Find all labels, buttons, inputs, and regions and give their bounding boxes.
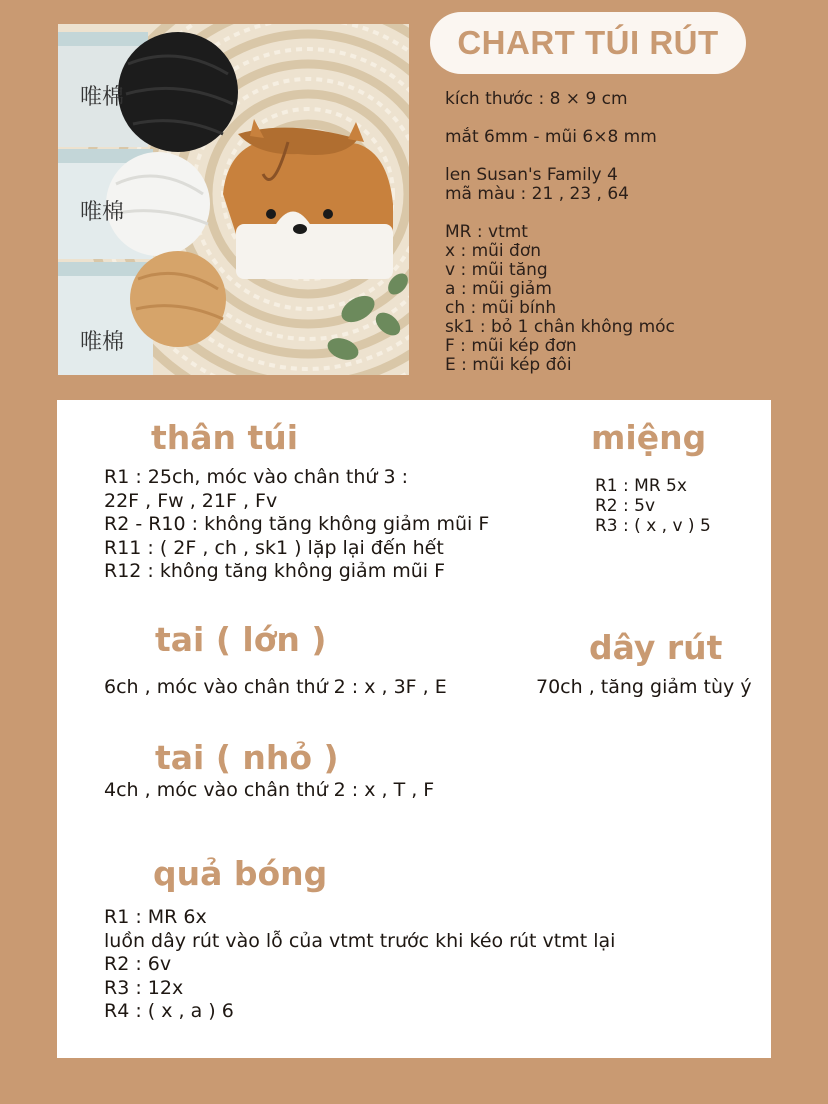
section-body-tai-nho: [104, 779, 434, 803]
section-body-qua-bong: [104, 906, 615, 1024]
instructions-card: [57, 400, 771, 1058]
instruction-line: R3 : 12x: [104, 976, 184, 999]
section-title-than-tui: thân túi: [151, 418, 299, 457]
instruction-line: R1 : MR 5x: [595, 476, 687, 496]
svg-text:唯棉: 唯棉: [80, 330, 125, 355]
section-title-tai-lon: tai ( lớn ): [155, 620, 327, 659]
legend-e: E : mũi kép đôi: [445, 355, 572, 375]
legend-f: F : mũi kép đơn: [445, 336, 577, 356]
legend-mr: MR : vtmt: [445, 222, 528, 242]
instruction-line: 6ch , móc vào chân thứ 2 : x , 3F , E: [104, 676, 447, 698]
section-body-tai-lon: [104, 676, 447, 700]
spec-color-codes: mã màu : 21 , 23 , 64: [445, 184, 629, 204]
legend-sk1: sk1 : bỏ 1 chân không móc: [445, 317, 675, 337]
spec-yarn: len Susan's Family 4: [445, 165, 618, 185]
legend-v: v : mũi tăng: [445, 260, 548, 280]
spec-eyes: mắt 6mm - mũi 6×8 mm: [445, 127, 657, 147]
page-title: CHART TÚI RÚT: [457, 24, 719, 61]
spec-size: kích thước : 8 × 9 cm: [445, 89, 628, 109]
section-title-qua-bong: quả bóng: [153, 854, 328, 893]
section-body-day-rut: [536, 676, 752, 700]
instruction-line: R3 : ( x , v ) 5: [595, 516, 711, 536]
title-pill: [430, 12, 746, 74]
instruction-line: R1 : MR 6x: [104, 906, 207, 928]
section-title-tai-nho: tai ( nhỏ ): [155, 738, 339, 777]
instruction-line: 4ch , móc vào chân thứ 2 : x , T , F: [104, 779, 435, 801]
instruction-line: R1 : 25ch, móc vào chân thứ 3 :: [104, 466, 408, 488]
instruction-line: R11 : ( 2F , ch , sk1 ) lặp lại đến hết: [104, 536, 444, 559]
section-body-than-tui: [104, 466, 489, 584]
svg-text:唯棉: 唯棉: [80, 85, 125, 110]
instruction-line: R2 : 5v: [595, 496, 656, 516]
section-title-day-rut: dây rút: [589, 628, 723, 667]
section-body-mieng: [595, 476, 711, 536]
instruction-line: 70ch , tăng giảm tùy ý: [536, 676, 752, 698]
instruction-line: 22F , Fw , 21F , Fv: [104, 489, 278, 512]
spec-list: [445, 90, 815, 375]
instruction-line: R2 : 6v: [104, 953, 172, 975]
instruction-line: R2 - R10 : không tăng không giảm mũi F: [104, 513, 490, 535]
product-photo: [58, 24, 409, 375]
legend-x: x : mũi đơn: [445, 241, 542, 261]
instruction-line: R12 : không tăng không giảm mũi F: [104, 560, 446, 582]
instruction-line: luồn dây rút vào lỗ của vtmt trước khi kéo rút vtmt lại: [104, 929, 616, 952]
instruction-line: R4 : ( x , a ) 6: [104, 1000, 234, 1022]
svg-text:唯棉: 唯棉: [80, 200, 125, 225]
legend-ch: ch : mũi bính: [445, 298, 557, 318]
section-title-mieng: miệng: [591, 418, 707, 457]
legend-a: a : mũi giảm: [445, 279, 552, 299]
